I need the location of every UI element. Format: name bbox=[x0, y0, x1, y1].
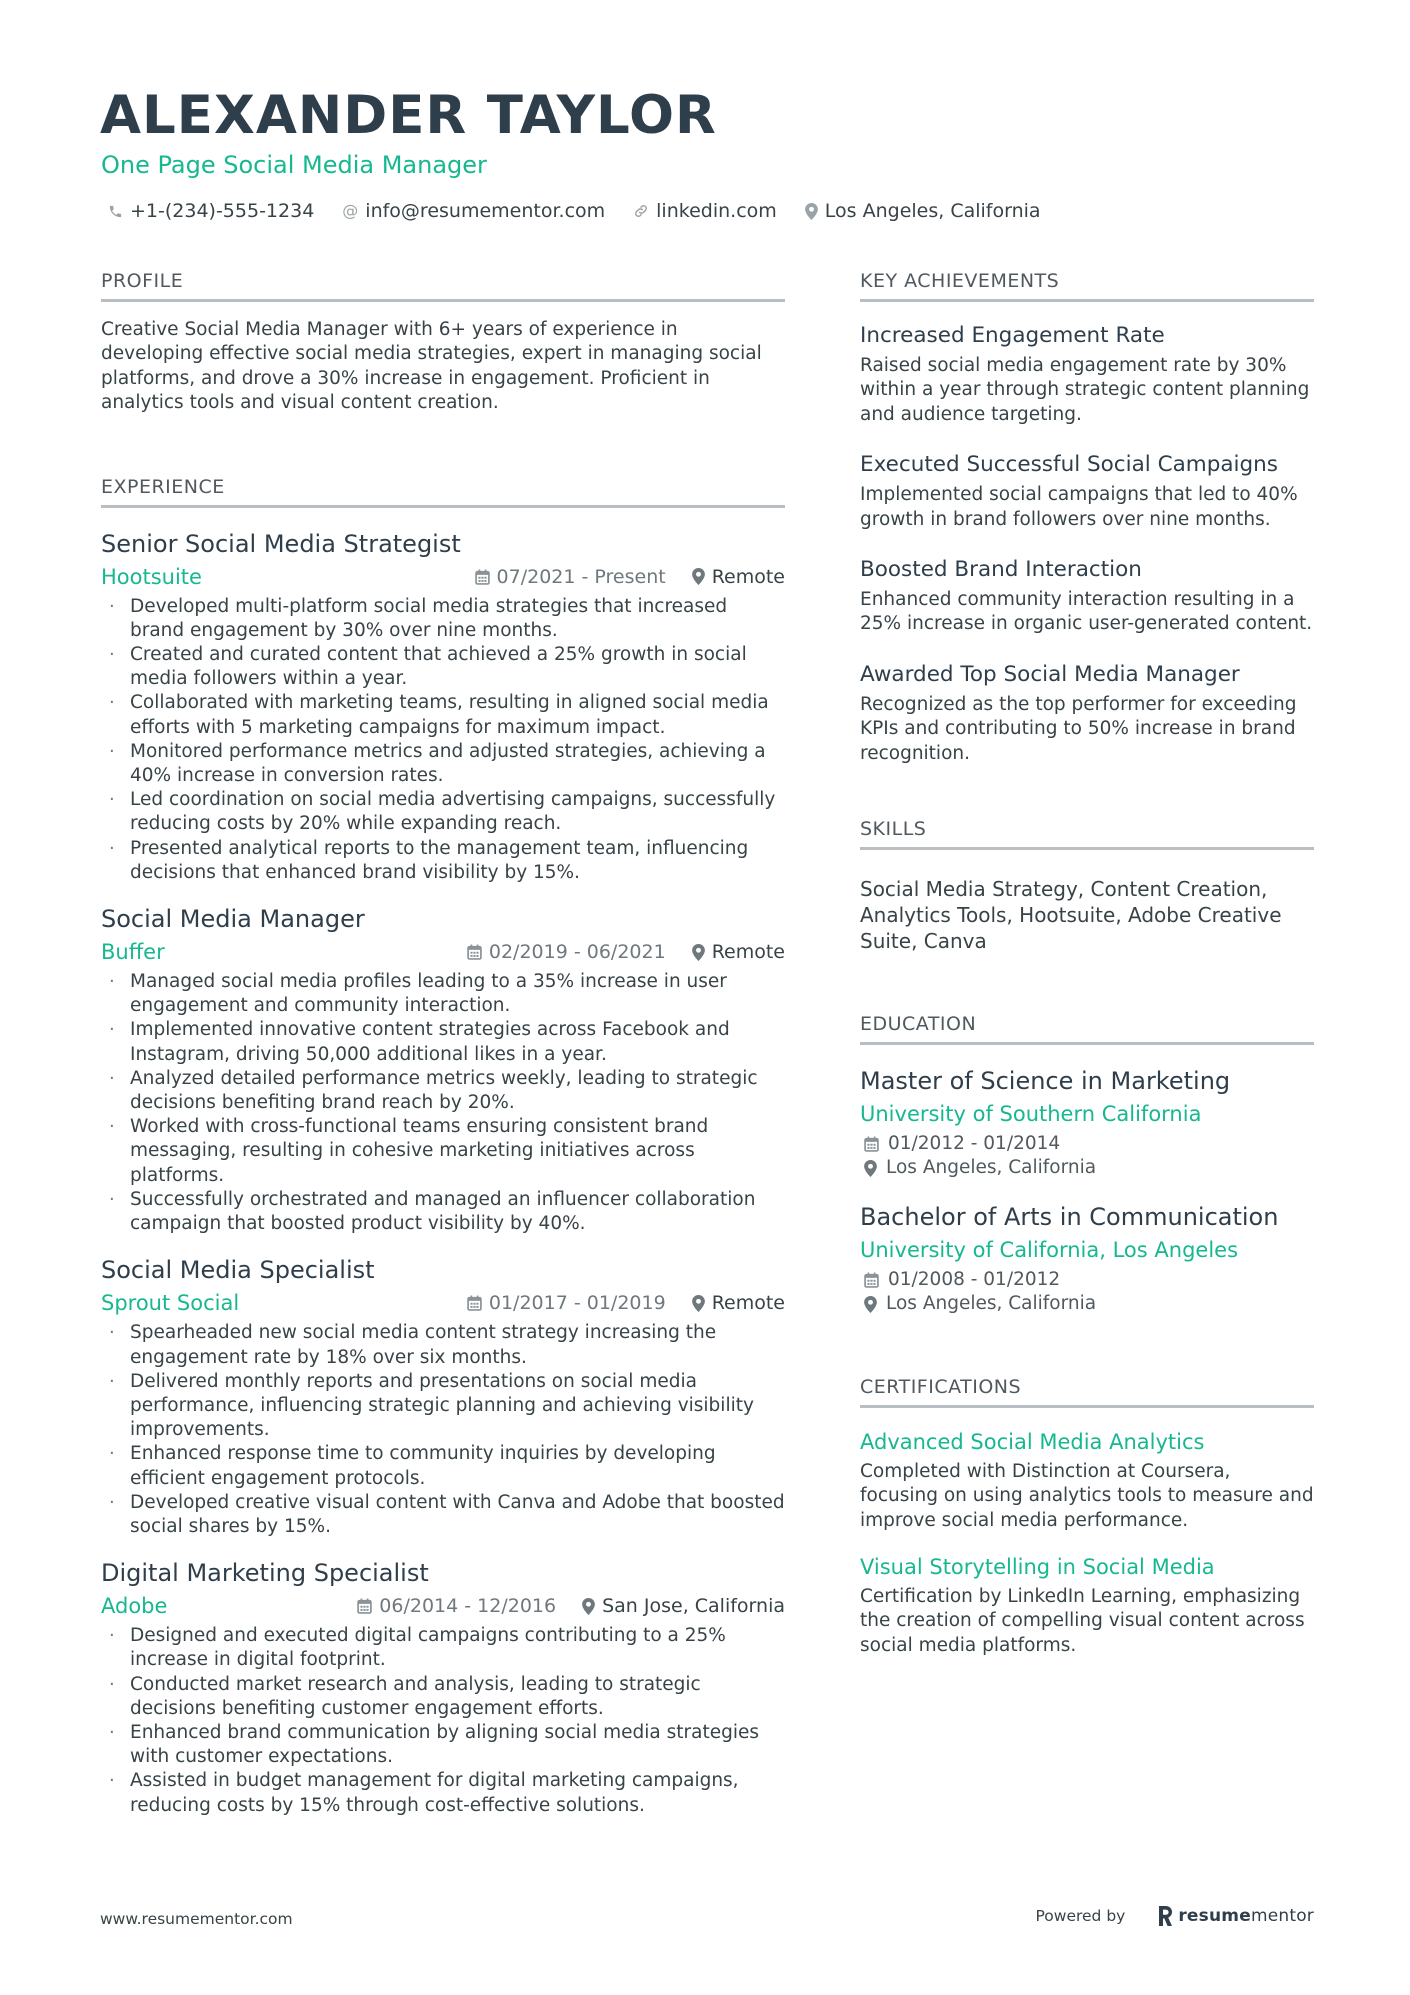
achievement-title: Awarded Top Social Media Manager bbox=[860, 661, 1240, 687]
certifications-section bbox=[860, 1374, 1314, 1658]
job-location-text: Remote bbox=[711, 1292, 785, 1315]
job-entry bbox=[101, 1254, 785, 1539]
job-meta bbox=[475, 566, 785, 588]
company-name: Sprout Social bbox=[101, 1291, 240, 1316]
education-location-text: Los Angeles, California bbox=[886, 1157, 1097, 1179]
powered-by-label: Powered by bbox=[1035, 1907, 1126, 1925]
calendar-icon bbox=[860, 1136, 888, 1152]
job-entry bbox=[101, 528, 785, 885]
bullet-item: · Assisted in budget management for digital marketing campaigns, reducing costs by 15% through cost-effective solutions. bbox=[101, 1769, 785, 1817]
certifications-heading: CERTIFICATIONS bbox=[860, 1374, 1314, 1408]
candidate-name: ALEXANDER TAYLOR bbox=[100, 85, 717, 146]
at-sign-icon: @ bbox=[342, 201, 359, 220]
bullet-item: · Analyzed detailed performance metrics weekly, leading to strategic decisions benefiting brand reach by 20%. bbox=[101, 1067, 785, 1115]
bullet-item: · Worked with cross-functional teams ensuring consistent brand messaging, resulting in cohesive marketing initiatives across platforms. bbox=[101, 1115, 785, 1188]
job-meta bbox=[357, 1595, 785, 1617]
certification-title: Visual Storytelling in Social Media bbox=[860, 1554, 1215, 1579]
job-title: Senior Social Media Strategist bbox=[101, 529, 461, 558]
contact-phone[interactable] bbox=[108, 198, 314, 224]
job-title: Digital Marketing Specialist bbox=[101, 1559, 429, 1588]
certifications-list bbox=[860, 1428, 1314, 1658]
education-list bbox=[860, 1065, 1314, 1317]
job-entry bbox=[101, 1557, 785, 1818]
achievements-list bbox=[860, 322, 1314, 766]
job-bullets bbox=[101, 970, 785, 1236]
achievement-title: Boosted Brand Interaction bbox=[860, 557, 1142, 583]
certification-item bbox=[860, 1553, 1314, 1658]
profile-text: Creative Social Media Manager with 6+ years of experience in developing effective social media strategies, expert in managing social platforms, and drove a 30% increase in engagement. Proficient in analytics tools and visual content creation. bbox=[101, 319, 762, 414]
job-location bbox=[692, 1292, 785, 1314]
job-entry bbox=[101, 903, 785, 1236]
bullet-item: · Conducted market research and analysis, leading to strategic decisions benefiting customer engagement efforts. bbox=[101, 1673, 785, 1721]
bullet-item: · Designed and executed digital campaigns contributing to a 25% increase in digital footprint. bbox=[101, 1624, 785, 1672]
achievement-description: Implemented social campaigns that led to 40% growth in brand followers over nine months. bbox=[860, 484, 1298, 530]
brand-wordmark-bold: resume bbox=[1178, 1906, 1251, 1926]
education-dates bbox=[860, 1268, 1314, 1292]
job-bullets bbox=[101, 595, 785, 885]
experience-list bbox=[101, 528, 785, 1818]
achievement-item bbox=[860, 451, 1314, 532]
bullet-item: · Implemented innovative content strategies across Facebook and Instagram, driving 50,000 additional likes in a year. bbox=[101, 1018, 785, 1066]
job-location-text: Remote bbox=[711, 565, 785, 588]
bullet-item: · Created and curated content that achieved a 25% growth in social media followers within a year. bbox=[101, 643, 785, 691]
school-name: University of Southern California bbox=[860, 1102, 1202, 1127]
job-meta bbox=[467, 941, 785, 963]
achievement-item bbox=[860, 661, 1314, 766]
certification-title: Advanced Social Media Analytics bbox=[860, 1429, 1205, 1454]
skills-heading: SKILLS bbox=[860, 816, 1314, 850]
job-dates-text: 07/2021 - Present bbox=[496, 565, 666, 588]
job-bullets bbox=[101, 1321, 785, 1539]
map-pin-icon bbox=[692, 568, 712, 585]
contact-location-text: Los Angeles, California bbox=[824, 200, 1041, 222]
map-pin-icon bbox=[860, 1296, 886, 1313]
achievement-description: Raised social media engagement rate by 30% within a year through strategic content planning and audience targeting. bbox=[860, 355, 1310, 425]
contact-phone-text: +1-(234)-555-1234 bbox=[130, 200, 315, 222]
skills-section bbox=[860, 816, 1314, 954]
job-meta-row bbox=[101, 1289, 785, 1317]
experience-heading: EXPERIENCE bbox=[101, 474, 785, 508]
brand-wordmark-light: mentor bbox=[1250, 1906, 1314, 1926]
degree-title: Master of Science in Marketing bbox=[860, 1067, 1231, 1096]
company-name: Hootsuite bbox=[101, 564, 202, 589]
candidate-subtitle: One Page Social Media Manager bbox=[101, 151, 487, 179]
link-icon bbox=[633, 203, 649, 219]
calendar-icon bbox=[860, 1272, 888, 1288]
calendar-icon bbox=[467, 944, 489, 960]
bullet-item: · Successfully orchestrated and managed an influencer collaboration campaign that boosted product visibility by 40%. bbox=[101, 1188, 785, 1236]
degree-title: Bachelor of Arts in Communication bbox=[860, 1202, 1279, 1231]
calendar-icon bbox=[467, 1295, 489, 1311]
school-name: University of California, Los Angeles bbox=[860, 1237, 1239, 1262]
job-dates-text: 01/2017 - 01/2019 bbox=[488, 1292, 666, 1315]
contact-email[interactable] bbox=[342, 198, 605, 224]
job-location bbox=[582, 1595, 785, 1617]
resumementor-logo-icon bbox=[1157, 1906, 1173, 1926]
job-dates bbox=[475, 566, 666, 588]
job-location-text: Remote bbox=[711, 941, 785, 964]
job-meta bbox=[467, 1292, 785, 1314]
certification-item bbox=[860, 1428, 1314, 1533]
education-item bbox=[860, 1201, 1314, 1317]
job-dates bbox=[467, 941, 666, 963]
education-dates bbox=[860, 1132, 1314, 1156]
contact-location bbox=[805, 198, 1041, 224]
job-meta-row bbox=[101, 563, 785, 591]
calendar-icon bbox=[475, 569, 497, 585]
certification-description: Completed with Distinction at Coursera, focusing on using analytics tools to measure and improve social media performance. bbox=[860, 1460, 1314, 1531]
profile-section bbox=[101, 268, 785, 416]
company-name: Buffer bbox=[101, 940, 165, 965]
skills-text: Social Media Strategy, Content Creation, Analytics Tools, Hootsuite, Adobe Creative Suite, Canva bbox=[860, 877, 1282, 954]
map-pin-icon bbox=[582, 1598, 602, 1615]
achievements-heading: KEY ACHIEVEMENTS bbox=[860, 268, 1314, 302]
education-location-text: Los Angeles, California bbox=[886, 1293, 1097, 1315]
bullet-item: · Spearheaded new social media content strategy increasing the engagement rate by 18% over six months. bbox=[101, 1321, 785, 1369]
bullet-item: · Presented analytical reports to the management team, influencing decisions that enhanced brand visibility by 15%. bbox=[101, 837, 785, 885]
job-dates bbox=[467, 1292, 666, 1314]
right-column bbox=[860, 268, 1314, 1658]
bullet-item: · Enhanced brand communication by aligning social media strategies with customer expectations. bbox=[101, 1721, 785, 1769]
achievement-item bbox=[860, 322, 1314, 427]
phone-icon bbox=[108, 204, 123, 219]
map-pin-icon bbox=[692, 1295, 712, 1312]
bullet-item: · Developed multi-platform social media strategies that increased brand engagement by 30% over nine months. bbox=[101, 595, 785, 643]
contact-linkedin-text: linkedin.com bbox=[656, 200, 777, 222]
calendar-icon bbox=[357, 1598, 379, 1614]
job-bullets bbox=[101, 1624, 785, 1818]
job-location bbox=[692, 941, 785, 963]
achievements-section bbox=[860, 268, 1314, 766]
resumementor-wordmark bbox=[1178, 1906, 1314, 1926]
achievement-item bbox=[860, 556, 1314, 637]
education-location bbox=[860, 1292, 1314, 1316]
experience-section bbox=[101, 474, 785, 1818]
achievement-description: Recognized as the top performer for exceeding KPIs and contributing to 50% increase in brand recognition. bbox=[860, 693, 1297, 764]
job-title: Social Media Specialist bbox=[101, 1256, 375, 1285]
job-title: Social Media Manager bbox=[101, 905, 365, 934]
bullet-item: · Led coordination on social media advertising campaigns, successfully reducing costs by 20% while expanding reach. bbox=[101, 788, 785, 836]
education-dates-text: 01/2012 - 01/2014 bbox=[888, 1133, 1061, 1155]
bullet-item: · Developed creative visual content with Canva and Adobe that boosted social shares by 15%. bbox=[101, 1491, 785, 1539]
education-location bbox=[860, 1156, 1314, 1180]
achievement-description: Enhanced community interaction resulting in a 25% increase in organic user-generated content. bbox=[860, 589, 1313, 635]
job-location-text: San Jose, California bbox=[602, 1595, 785, 1618]
achievement-title: Increased Engagement Rate bbox=[860, 323, 1165, 348]
job-dates bbox=[357, 1595, 556, 1617]
certification-description: Certification by LinkedIn Learning, emphasizing the creation of compelling visual content across social media platforms. bbox=[860, 1585, 1305, 1656]
contact-linkedin[interactable] bbox=[633, 198, 777, 224]
achievement-title: Executed Successful Social Campaigns bbox=[860, 452, 1278, 478]
job-meta-row bbox=[101, 1592, 785, 1620]
map-pin-icon bbox=[805, 203, 818, 220]
education-dates-text: 01/2008 - 01/2012 bbox=[888, 1268, 1061, 1290]
bullet-item: · Managed social media profiles leading to a 35% increase in user engagement and community interaction. bbox=[101, 970, 785, 1018]
contact-bar bbox=[108, 198, 1069, 224]
left-column bbox=[101, 268, 785, 1818]
bullet-item: · Monitored performance metrics and adjusted strategies, achieving a 40% increase in conversion rates. bbox=[101, 740, 785, 788]
bullet-item: · Collaborated with marketing teams, resulting in aligned social media efforts with 5 marketing campaigns for maximum impact. bbox=[101, 691, 785, 739]
job-meta-row bbox=[101, 938, 785, 966]
contact-email-text: info@resumementor.com bbox=[365, 200, 606, 222]
map-pin-icon bbox=[692, 944, 712, 961]
footer-website[interactable]: www.resumementor.com bbox=[100, 1910, 293, 1928]
job-location bbox=[692, 566, 785, 588]
education-section bbox=[860, 1011, 1314, 1317]
bullet-item: · Delivered monthly reports and presentations on social media performance, influencing strategic planning and achieving visibility improvements. bbox=[101, 1370, 785, 1443]
bullet-item: · Enhanced response time to community inquiries by developing efficient engagement protocols. bbox=[101, 1442, 785, 1490]
education-item bbox=[860, 1065, 1314, 1181]
education-heading: EDUCATION bbox=[860, 1011, 1314, 1045]
company-name: Adobe bbox=[101, 1594, 168, 1619]
job-dates-text: 06/2014 - 12/2016 bbox=[379, 1595, 557, 1618]
job-dates-text: 02/2019 - 06/2021 bbox=[488, 941, 666, 964]
map-pin-icon bbox=[860, 1160, 886, 1177]
footer-brand bbox=[1036, 1906, 1315, 1926]
profile-heading: PROFILE bbox=[101, 268, 785, 302]
